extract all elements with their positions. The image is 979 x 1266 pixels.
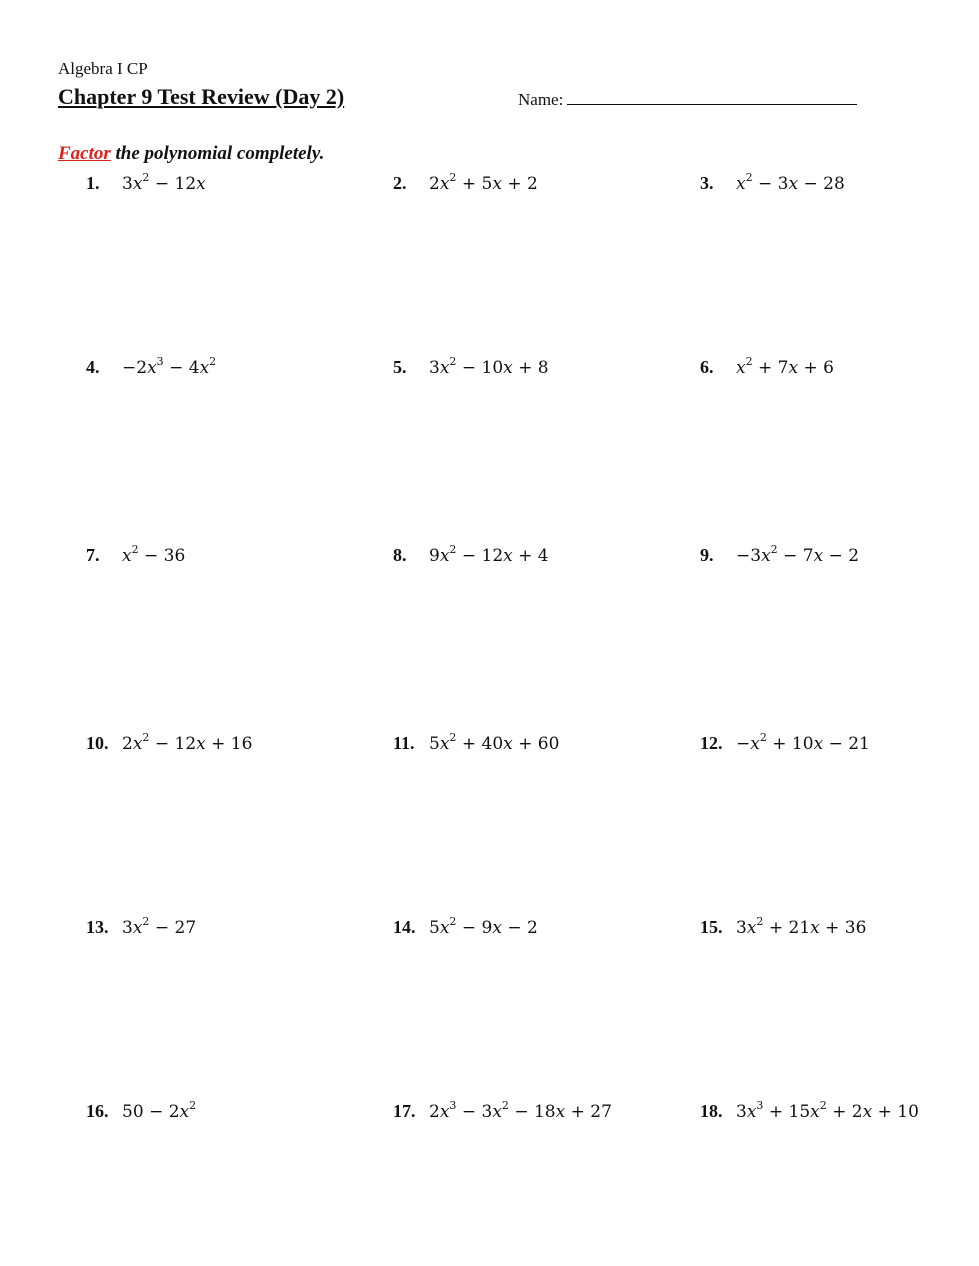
problem-expression: $-2x^3 - 4x^2$ bbox=[122, 355, 217, 378]
problem-number: 18. bbox=[700, 1101, 723, 1121]
problem-item bbox=[700, 545, 859, 566]
problem-item bbox=[393, 733, 559, 754]
problem-item bbox=[700, 733, 870, 754]
problem-expression: $9x^2 - 12x + 4$ bbox=[429, 543, 549, 566]
problem-expression: $3x^2 - 10x + 8$ bbox=[429, 355, 549, 378]
problem-item bbox=[393, 357, 549, 378]
problem-item bbox=[393, 545, 549, 566]
problem-expression: $-x^2 + 10x - 21$ bbox=[736, 731, 870, 754]
problem-expression: $2x^3 - 3x^2 - 18x + 27$ bbox=[429, 1099, 612, 1122]
problem-number: 5. bbox=[393, 357, 407, 377]
problem-item bbox=[393, 1101, 612, 1122]
instruction-text: the polynomial completely. bbox=[110, 143, 325, 164]
problem-expression: $-3x^2 - 7x - 2$ bbox=[736, 543, 860, 566]
instruction-keyword: Factor bbox=[58, 143, 111, 164]
course-label: Algebra I CP bbox=[58, 59, 148, 78]
problem-number: 15. bbox=[700, 917, 723, 937]
page-title: Chapter 9 Test Review (Day 2) bbox=[58, 84, 345, 109]
problem-number: 11. bbox=[393, 733, 415, 753]
problem-item bbox=[700, 1101, 919, 1122]
problem-item bbox=[86, 357, 216, 378]
problem-number: 4. bbox=[86, 357, 100, 377]
problem-number: 17. bbox=[393, 1101, 416, 1121]
problem-expression: $5x^2 - 9x - 2$ bbox=[429, 915, 538, 938]
problem-expression: $2x^2 - 12x + 16$ bbox=[122, 731, 253, 754]
name-field bbox=[518, 89, 857, 110]
problem-expression: $50 - 2x^2$ bbox=[122, 1099, 197, 1122]
problem-number: 16. bbox=[86, 1101, 109, 1121]
problem-expression: $5x^2 + 40x + 60$ bbox=[429, 731, 560, 754]
name-blank-line bbox=[567, 89, 857, 105]
problem-item bbox=[393, 917, 538, 938]
problem-expression: $x^2 + 7x + 6$ bbox=[736, 355, 834, 378]
problem-expression: $3x^3 + 15x^2 + 2x + 10$ bbox=[736, 1099, 919, 1122]
problem-expression: $2x^2 + 5x + 2$ bbox=[429, 171, 538, 194]
problem-number: 13. bbox=[86, 917, 109, 937]
problem-item bbox=[86, 733, 252, 754]
problem-number: 1. bbox=[86, 173, 100, 193]
problem-expression: $x^2 - 3x - 28$ bbox=[736, 171, 845, 194]
problem-number: 12. bbox=[700, 733, 723, 753]
instructions bbox=[58, 143, 324, 165]
problem-number: 6. bbox=[700, 357, 714, 377]
problem-number: 3. bbox=[700, 173, 714, 193]
problem-item bbox=[700, 917, 866, 938]
problem-number: 7. bbox=[86, 545, 100, 565]
problem-expression: $x^2 - 36$ bbox=[122, 543, 186, 566]
problem-item bbox=[86, 1101, 196, 1122]
problem-item bbox=[700, 173, 845, 194]
problem-expression: $3x^2 - 12x$ bbox=[122, 171, 206, 194]
problem-expression: $3x^2 - 27$ bbox=[122, 915, 197, 938]
problem-number: 14. bbox=[393, 917, 416, 937]
problem-item bbox=[393, 173, 538, 194]
problem-number: 8. bbox=[393, 545, 407, 565]
problem-item bbox=[86, 545, 185, 566]
problem-number: 10. bbox=[86, 733, 109, 753]
problem-item bbox=[86, 917, 196, 938]
problem-item bbox=[86, 173, 206, 194]
name-label: Name: bbox=[518, 90, 564, 109]
problem-expression: $3x^2 + 21x + 36$ bbox=[736, 915, 867, 938]
problem-item bbox=[700, 357, 834, 378]
problem-number: 2. bbox=[393, 173, 407, 193]
problem-number: 9. bbox=[700, 545, 714, 565]
